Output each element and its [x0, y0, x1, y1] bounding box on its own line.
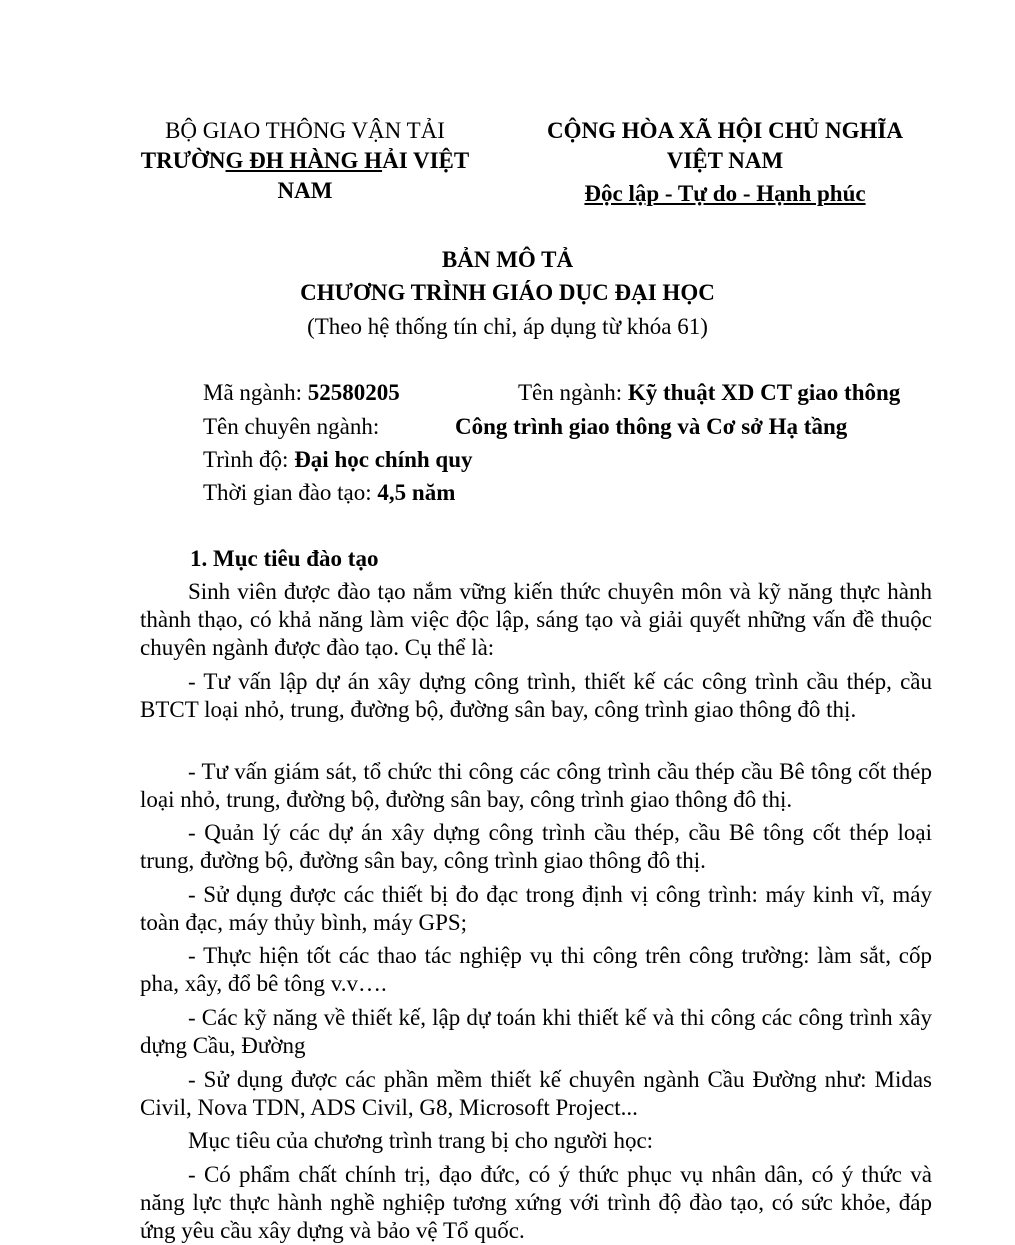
paragraph: - Thực hiện tốt các thao tác nghiệp vụ thi công trên công trường: làm sắt, cốp pha, xây, đổ bê tông v.v….	[140, 943, 932, 996]
program-title: CHƯƠNG TRÌNH GIÁO DỤC ĐẠI HỌC	[300, 280, 715, 305]
major-code: Mã ngành: 52580205	[203, 380, 400, 405]
paragraph: - Sử dụng được các phần mềm thiết kế chuyên ngành Cầu Đường như: Midas Civil, Nova TDN, ADS Civil, G8, Microsoft Project...	[140, 1067, 932, 1120]
specialization-value: Công trình giao thông và Cơ sở Hạ tầng	[455, 414, 848, 439]
national-header	[500, 116, 950, 209]
document-title: BẢN MÔ TẢ	[441, 247, 574, 272]
national-title-cont: VIỆT NAM	[666, 148, 784, 173]
paragraph: Mục tiêu của chương trình trang bị cho người học:	[188, 1128, 654, 1153]
paragraph: - Có phẩm chất chính trị, đạo đức, có ý thức phục vụ nhân dân, có ý thức và năng lực thực hành nghề nghiệp tương xứng với trình độ đào tạo, có sức khỏe, đáp ứng yêu cầu xây dựng và bảo vệ Tổ quốc.	[140, 1162, 932, 1243]
ministry-header	[120, 116, 490, 206]
paragraph: - Quản lý các dự án xây dựng công trình cầu thép, cầu Bê tông cốt thép loại trung, đường bộ, đường sân bay, công trình giao thông đô thị.	[140, 820, 932, 873]
specialization-label: Tên chuyên ngành:	[203, 414, 380, 439]
paragraph: - Sử dụng được các thiết bị đo đạc trong định vị công trình: máy kinh vĩ, máy toàn đạc, máy thủy bình, máy GPS;	[140, 882, 932, 935]
training-duration: Thời gian đào tạo: 4,5 năm	[203, 480, 456, 505]
national-motto: Độc lập - Tự do - Hạnh phúc	[584, 181, 866, 206]
education-level: Trình độ: Đại học chính quy	[203, 447, 473, 472]
paragraph: Sinh viên được đào tạo nắm vững kiến thức chuyên môn và kỹ năng thực hành thành thạo, có khả năng làm việc độc lập, sáng tạo và giải quyết những vấn đề thuộc chuyên ngành được đào tạo. Cụ thể là:	[140, 579, 932, 660]
paragraph: - Các kỹ năng về thiết kế, lập dự toán khi thiết kế và thi công các công trình xây dựng Cầu, Đường	[140, 1005, 932, 1058]
section-heading: 1. Mục tiêu đào tạo	[190, 546, 379, 571]
paragraph: - Tư vấn lập dự án xây dựng công trình, thiết kế các công trình cầu thép, cầu BTCT loại nhỏ, trung, đường bộ, đường sân bay, công trình giao thông đô thị.	[140, 669, 932, 722]
program-subtitle: (Theo hệ thống tín chỉ, áp dụng từ khóa 61)	[307, 314, 708, 339]
ministry-name: BỘ GIAO THÔNG VẬN TẢI	[165, 118, 445, 143]
paragraph: - Tư vấn giám sát, tổ chức thi công các công trình cầu thép cầu Bê tông cốt thép loại nhỏ, trung, đường bộ, đường sân bay, công trình giao thông đô thị.	[140, 759, 932, 812]
university-name-cont: NAM	[277, 178, 333, 203]
national-title: CỘNG HÒA XÃ HỘI CHỦ NGHĨA	[547, 118, 903, 143]
university-name: TRƯỜNG ĐH HÀNG HẢI VIỆT	[140, 148, 470, 173]
major-name: Tên ngành: Kỹ thuật XD CT giao thông	[518, 380, 901, 405]
